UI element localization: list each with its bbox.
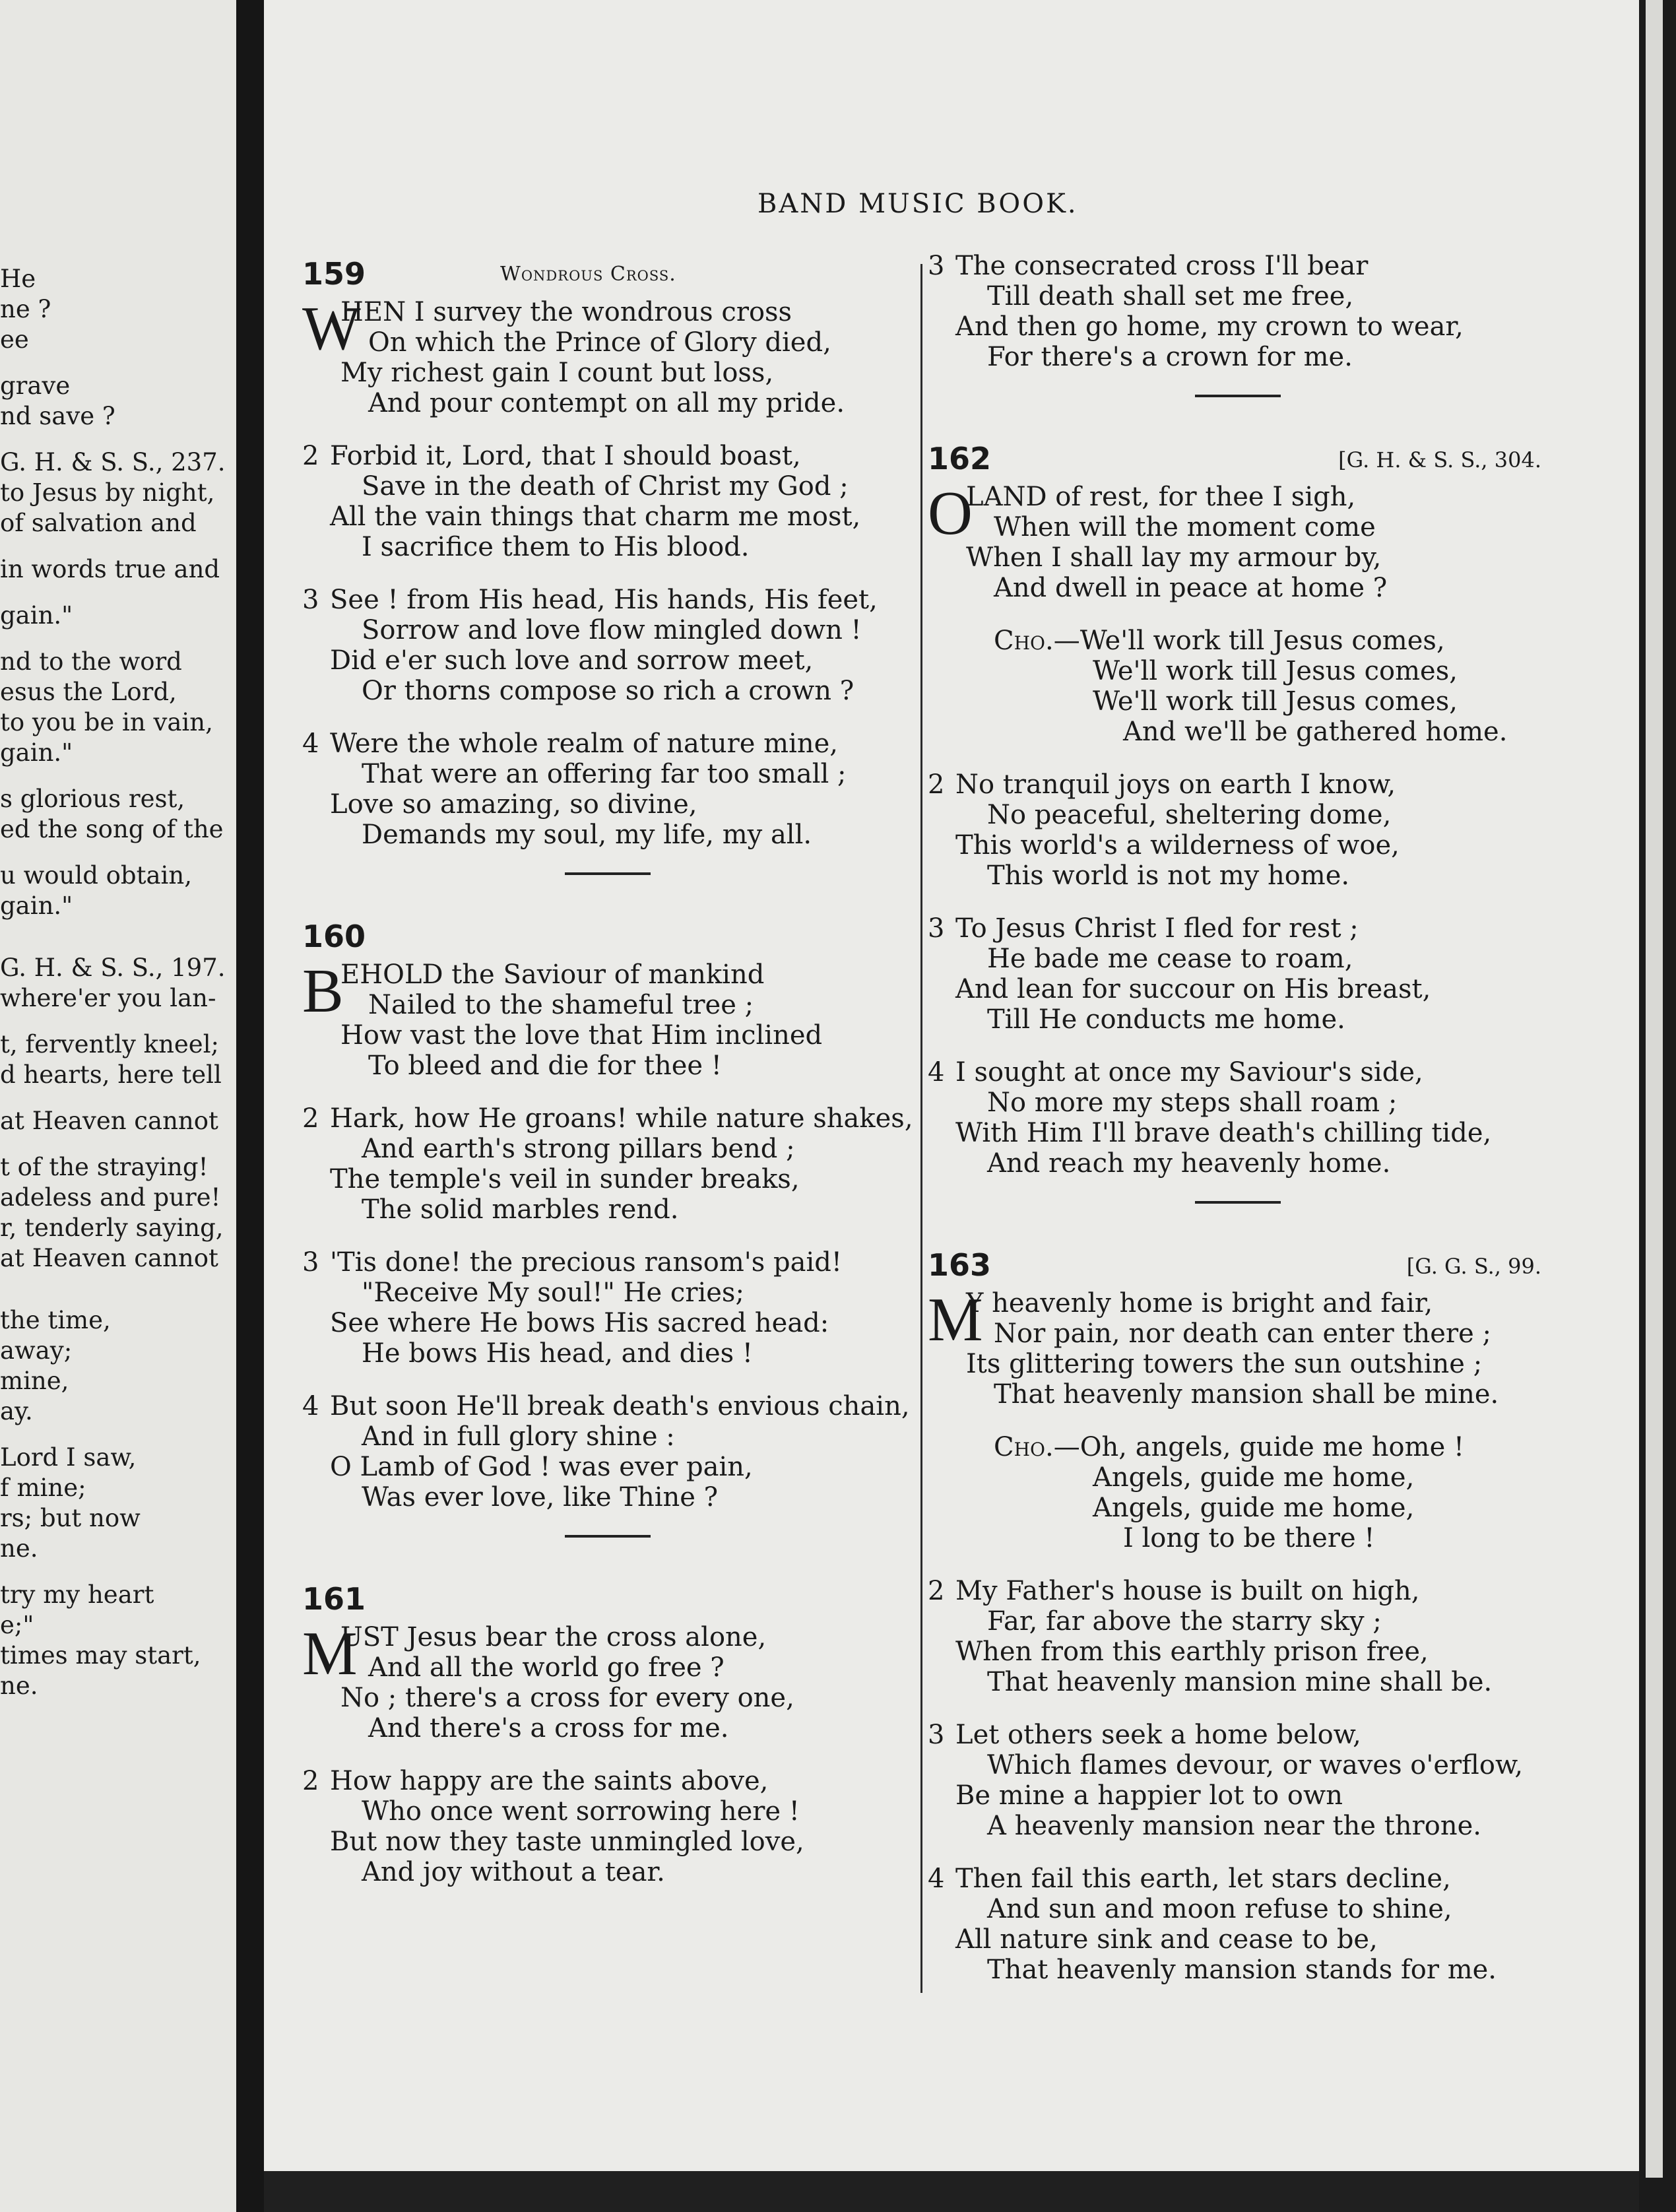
verse-line: EHOLD the Saviour of mankind — [340, 960, 765, 990]
verse-line: UST Jesus bear the cross alone, — [340, 1622, 767, 1652]
hymn-header — [928, 436, 1548, 482]
hymn-reference: [G. G. S., 99. — [1406, 1254, 1541, 1279]
chorus-text: Angels, guide me home, — [1093, 1462, 1415, 1493]
fragment-line: to you be in vain, — [0, 708, 213, 736]
fragment-line: rs; but now — [0, 1504, 141, 1532]
verse-line: No more my steps shall roam ; — [987, 1088, 1398, 1118]
drop-capital: B — [302, 957, 344, 1025]
verse-line: All nature sink and cease to be, — [955, 1924, 1378, 1955]
hymn-divider — [1195, 395, 1281, 397]
hymn-number: 163 — [928, 1247, 992, 1283]
verse-line: Or thorns compose so rich a crown ? — [362, 676, 854, 706]
verse-line: On which the Prince of Glory died, — [368, 327, 831, 358]
drop-capital: M — [928, 1285, 983, 1354]
chorus-line — [994, 686, 1548, 717]
fragment-line: G. H. & S. S., 237. — [0, 448, 226, 476]
verse-line: This world is not my home. — [987, 861, 1350, 891]
chorus-line — [994, 1493, 1548, 1523]
fragment-line: s glorious rest, — [0, 785, 185, 813]
verse — [928, 1576, 1548, 1697]
verse-number: 4 — [302, 1391, 319, 1421]
fragment-line: r, tenderly saying, — [0, 1214, 224, 1242]
verse-number: 4 — [302, 729, 319, 759]
hymn-header — [302, 1576, 913, 1622]
verse-line: Let others seek a home below, — [955, 1720, 1361, 1750]
verse — [302, 729, 913, 850]
verse-line: Love so amazing, so divine, — [330, 789, 697, 820]
verse-line: The consecrated cross I'll bear — [955, 251, 1369, 281]
verse-number: 2 — [928, 1576, 945, 1606]
verse-number: 2 — [302, 1103, 319, 1134]
verse — [928, 1720, 1548, 1841]
verse-line: Demands my soul, my life, my all. — [362, 820, 812, 850]
verse-line: But soon He'll break death's envious chain, — [330, 1391, 910, 1421]
verse-line: Nailed to the shameful tree ; — [368, 990, 754, 1020]
verse-line: Save in the death of Christ my God ; — [362, 471, 849, 502]
verse-line: The solid marbles rend. — [362, 1194, 679, 1225]
fragment-line: esus the Lord, — [0, 678, 177, 706]
page-bottom-edge — [264, 2171, 1639, 2212]
verse-line: My Father's house is built on high, — [955, 1576, 1420, 1606]
fragment-line: f mine; — [0, 1474, 86, 1502]
verse — [302, 1247, 913, 1369]
chorus-text: I long to be there ! — [1123, 1523, 1375, 1553]
verse-line: A heavenly mansion near the throne. — [987, 1811, 1481, 1841]
verse-line: Be mine a happier lot to own — [955, 1780, 1343, 1811]
left-column — [302, 251, 913, 1910]
fragment-line: Lord I saw, — [0, 1443, 137, 1472]
verse — [302, 957, 913, 1081]
fragment-line: t of the straying! — [0, 1153, 209, 1181]
chorus-label: Cho. — [994, 626, 1054, 656]
verse-number: 3 — [928, 1720, 945, 1750]
verse-line: To Jesus Christ I fled for rest ; — [955, 913, 1359, 944]
drop-capital: M — [302, 1619, 358, 1688]
verse-line: No ; there's a cross for every one, — [340, 1683, 794, 1713]
verse-number: 4 — [928, 1057, 945, 1088]
verse-line: Which flames devour, or waves o'erflow, — [987, 1750, 1524, 1780]
chorus — [994, 1432, 1548, 1553]
hymn — [928, 436, 1548, 1179]
verse-number: 3 — [302, 1247, 319, 1278]
verse — [928, 769, 1548, 891]
hymn — [302, 1576, 913, 1887]
verse-line: And sun and moon refuse to shine, — [987, 1894, 1452, 1924]
verse-line: And reach my heavenly home. — [987, 1148, 1391, 1179]
hymn-reference: [G. H. & S. S., 304. — [1338, 447, 1541, 472]
fragment-line: ne. — [0, 1672, 38, 1700]
verse — [928, 913, 1548, 1035]
verse-line: And in full glory shine : — [362, 1421, 675, 1452]
fragment-line: nd to the word — [0, 647, 182, 676]
verse-line: How happy are the saints above, — [330, 1766, 769, 1796]
chorus-text: And we'll be gathered home. — [1123, 717, 1508, 747]
fragment-line: ne ? — [0, 295, 51, 323]
fragment-line: away; — [0, 1336, 73, 1365]
verse — [302, 1619, 913, 1743]
column-rule — [920, 264, 922, 1993]
fragment-line: the time, — [0, 1306, 111, 1334]
fragment-line: try my heart — [0, 1580, 154, 1609]
verse-line: The temple's veil in sunder breaks, — [330, 1164, 800, 1194]
fragment-line: e;" — [0, 1611, 34, 1639]
verse-number: 2 — [302, 441, 319, 471]
verse-line: And joy without a tear. — [362, 1857, 665, 1887]
hymn-divider — [1195, 1201, 1281, 1204]
verse-line: And earth's strong pillars bend ; — [362, 1134, 795, 1164]
verse-line: HEN I survey the wondrous cross — [340, 297, 792, 327]
drop-capital: W — [302, 294, 361, 363]
hymn — [302, 913, 913, 1513]
chorus-line — [994, 656, 1548, 686]
verse-line: For there's a crown for me. — [987, 342, 1353, 372]
chorus-line — [994, 717, 1548, 747]
fragment-line: He — [0, 265, 36, 293]
hymn-header — [302, 251, 913, 297]
verse-line: Far, far above the starry sky ; — [987, 1606, 1382, 1637]
chorus-text: We'll work till Jesus comes, — [1093, 686, 1458, 717]
right-column — [928, 251, 1548, 2007]
verse-line: That were an offering far too small ; — [362, 759, 847, 789]
verse-line: That heavenly mansion stands for me. — [987, 1955, 1497, 1985]
verse-line: Its glittering towers the sun outshine ; — [966, 1349, 1483, 1379]
fragment-line: ee — [0, 325, 29, 354]
verse-line: I sought at once my Saviour's side, — [955, 1057, 1423, 1088]
facing-page-fragment — [0, 0, 236, 2212]
verse-line: But now they taste unmingled love, — [330, 1827, 804, 1857]
verse-number: 4 — [928, 1864, 945, 1894]
fragment-line: in words true and — [0, 555, 220, 583]
verse-line: Then fail this earth, let stars decline, — [955, 1864, 1451, 1894]
chorus-line — [994, 1462, 1548, 1493]
hymn-header — [302, 913, 913, 960]
verse — [928, 251, 1548, 372]
verse-line: Sorrow and love flow mingled down ! — [362, 615, 862, 645]
book-gutter — [236, 0, 264, 2212]
fragment-line: where'er you lan- — [0, 984, 216, 1012]
hymn-tune-name: Wondrous Cross. — [500, 263, 676, 286]
chorus-label: Cho. — [994, 1432, 1054, 1462]
fragment-line: G. H. & S. S., 197. — [0, 954, 226, 982]
running-head: BAND MUSIC BOOK. — [757, 189, 1078, 219]
fragment-line: to Jesus by night, — [0, 478, 215, 507]
verse — [302, 585, 913, 706]
verse-line: And there's a cross for me. — [368, 1713, 729, 1743]
verse-line: And all the world go free ? — [368, 1652, 725, 1683]
hymn-divider — [565, 872, 651, 875]
hymn-number: 160 — [302, 919, 366, 954]
verse-line: Till He conducts me home. — [987, 1004, 1345, 1035]
verse — [928, 1057, 1548, 1179]
verse-line: How vast the love that Him inclined — [340, 1020, 823, 1051]
hymn-divider — [565, 1535, 651, 1538]
chorus-text: We'll work till Jesus comes, — [1093, 656, 1458, 686]
verse-line: Hark, how He groans! while nature shakes, — [330, 1103, 913, 1134]
fragment-line: mine, — [0, 1367, 69, 1395]
verse-line: O Lamb of God ! was ever pain, — [330, 1452, 753, 1482]
verse-line: Nor pain, nor death can enter there ; — [994, 1318, 1491, 1349]
drop-capital: O — [928, 479, 973, 548]
verse-number: 3 — [928, 913, 945, 944]
verse-line: That heavenly mansion mine shall be. — [987, 1667, 1493, 1697]
verse-line: That heavenly mansion shall be mine. — [994, 1379, 1499, 1410]
fragment-line: grave — [0, 372, 71, 400]
verse-line: When will the moment come — [994, 512, 1376, 542]
page-edge — [1639, 0, 1676, 2212]
verse-line: Forbid it, Lord, that I should boast, — [330, 441, 801, 471]
verse — [302, 1103, 913, 1225]
verse-line: "Receive My soul!" He cries; — [362, 1278, 744, 1308]
fragment-line: at Heaven cannot — [0, 1244, 218, 1272]
verse-number: 3 — [302, 585, 319, 615]
fragment-line: ne. — [0, 1534, 38, 1563]
verse-line: With Him I'll brave death's chilling tide, — [955, 1118, 1492, 1148]
verse-number: 3 — [928, 251, 945, 281]
verse-line: Y heavenly home is bright and fair, — [966, 1288, 1433, 1318]
verse — [928, 1864, 1548, 1985]
verse-line: 'Tis done! the precious ransom's paid! — [330, 1247, 842, 1278]
verse-line: And then go home, my crown to wear, — [955, 311, 1464, 342]
chorus-text: —Oh, angels, guide me home ! — [1053, 1432, 1465, 1462]
chorus-line — [994, 626, 1548, 656]
chorus-text: Angels, guide me home, — [1093, 1493, 1415, 1523]
verse — [928, 479, 1548, 603]
hymn — [928, 1242, 1548, 1985]
verse-line: And pour contempt on all my pride. — [368, 388, 845, 418]
verse-line: And dwell in peace at home ? — [994, 573, 1388, 603]
hymn — [302, 251, 913, 850]
chorus-text: —We'll work till Jesus comes, — [1053, 626, 1445, 656]
hymn-header — [928, 1242, 1548, 1288]
fragment-line: d hearts, here tell — [0, 1060, 222, 1089]
verse — [302, 294, 913, 418]
verse-line: To bleed and die for thee ! — [368, 1051, 722, 1081]
verse-line: Who once went sorrowing here ! — [362, 1796, 800, 1827]
fragment-line: ay. — [0, 1397, 33, 1425]
verse-line: I sacrifice them to His blood. — [362, 532, 750, 562]
hymn-number: 159 — [302, 256, 366, 292]
verse-line: LAND of rest, for thee I sigh, — [966, 482, 1356, 512]
fragment-line: gain." — [0, 892, 73, 920]
fragment-line: of salvation and — [0, 509, 197, 537]
verse-line: No peaceful, sheltering dome, — [987, 800, 1392, 830]
hymn — [928, 251, 1548, 372]
verse-line: Till death shall set me free, — [987, 281, 1354, 311]
verse-line: And lean for succour on His breast, — [955, 974, 1431, 1004]
verse-line: When I shall lay my armour by, — [966, 542, 1382, 573]
verse — [302, 1391, 913, 1513]
verse-line: This world's a wilderness of woe, — [955, 830, 1400, 861]
verse-line: He bade me cease to roam, — [987, 944, 1353, 974]
verse-line: My richest gain I count but loss, — [340, 358, 774, 388]
fragment-line: nd save ? — [0, 402, 115, 430]
fragment-line: gain." — [0, 601, 73, 630]
verse-line: See where He bows His sacred head: — [330, 1308, 829, 1338]
chorus-line — [994, 1523, 1548, 1553]
verse-line: No tranquil joys on earth I know, — [955, 769, 1396, 800]
verse-line: Were the whole realm of nature mine, — [330, 729, 839, 759]
fragment-line: gain." — [0, 738, 73, 767]
verse-number: 2 — [928, 769, 945, 800]
verse — [928, 1285, 1548, 1410]
chorus-line — [994, 1432, 1548, 1462]
verse-line: All the vain things that charm me most, — [330, 502, 861, 532]
verse-line: He bows His head, and dies ! — [362, 1338, 753, 1369]
hymn-number: 162 — [928, 441, 992, 476]
fragment-line: ed the song of the — [0, 815, 224, 843]
fragment-line: t, fervently kneel; — [0, 1030, 220, 1058]
verse-line: When from this earthly prison free, — [955, 1637, 1429, 1667]
fragment-line: times may start, — [0, 1641, 201, 1670]
fragment-line: adeless and pure! — [0, 1183, 221, 1212]
verse-line: Did e'er such love and sorrow meet, — [330, 645, 814, 676]
verse-number: 2 — [302, 1766, 319, 1796]
fragment-line: at Heaven cannot — [0, 1107, 218, 1135]
verse-line: Was ever love, like Thine ? — [362, 1482, 719, 1513]
hymn-number: 161 — [302, 1581, 366, 1617]
verse — [302, 441, 913, 562]
chorus — [994, 626, 1548, 747]
fragment-line: u would obtain, — [0, 861, 192, 890]
verse — [302, 1766, 913, 1887]
verse-line: See ! from His head, His hands, His feet, — [330, 585, 878, 615]
